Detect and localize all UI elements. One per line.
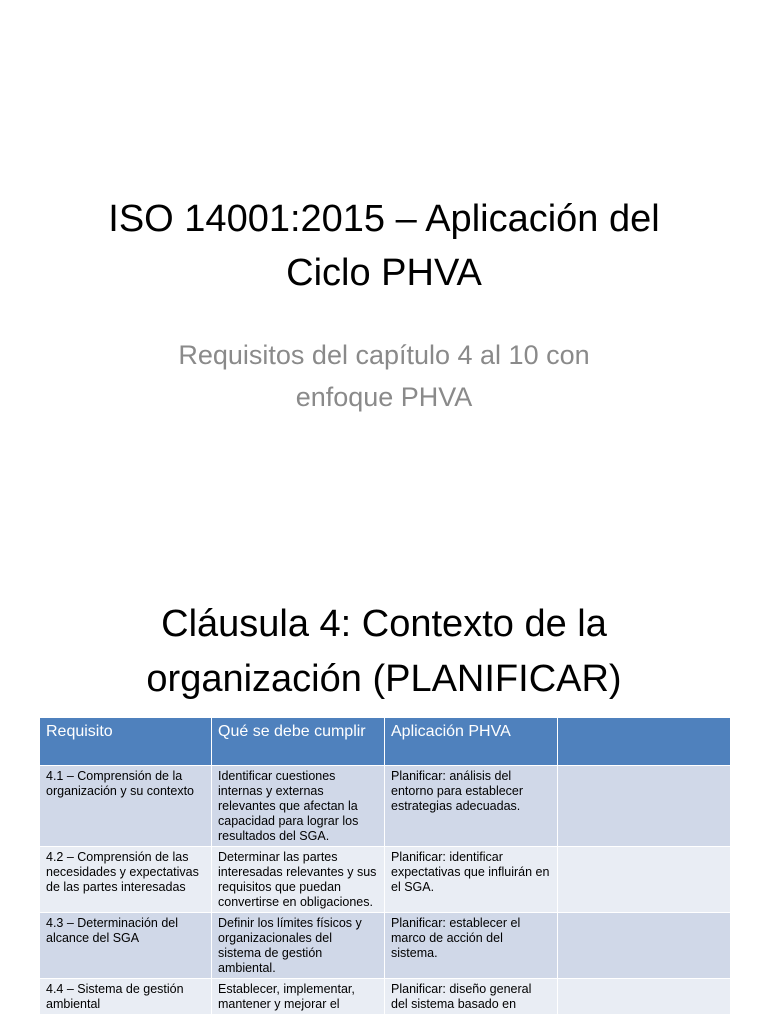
presentation-title-line-2: Ciclo PHVA	[286, 252, 482, 294]
table-row	[40, 979, 731, 1015]
cell-cumplir: Establecer, implementar, mantener y mejorar el	[212, 979, 385, 1015]
cell-phva: Planificar: establecer el marco de acción del sistema.	[385, 913, 558, 979]
presentation-subtitle	[60, 334, 708, 418]
table-header-row	[40, 718, 731, 766]
cell-extra	[558, 979, 731, 1015]
cell-requisito: 4.1 – Comprensión de la organización y su contexto	[40, 766, 212, 847]
header-que-se-debe-cumplir: Qué se debe cumplir	[212, 718, 385, 766]
cell-cumplir: Identificar cuestiones internas y externas relevantes que afectan la capacidad para lograr los resultados del SGA.	[212, 766, 385, 847]
presentation-subtitle-line-1: Requisitos del capítulo 4 al 10 con	[178, 340, 590, 370]
table-row	[40, 766, 731, 847]
header-aplicacion-phva: Aplicación PHVA	[385, 718, 558, 766]
slide-title	[40, 597, 728, 707]
table-row	[40, 847, 731, 913]
header-requisito: Requisito	[40, 718, 212, 766]
presentation-title-line-1: ISO 14001:2015 – Aplicación del	[108, 198, 660, 240]
table-row	[40, 913, 731, 979]
cell-requisito: 4.4 – Sistema de gestión ambiental	[40, 979, 212, 1015]
cell-cumplir: Determinar las partes interesadas relevantes y sus requisitos que puedan convertirse en obligaciones.	[212, 847, 385, 913]
slide-title-line-1: Cláusula 4: Contexto de la	[161, 603, 607, 645]
cell-extra	[558, 766, 731, 847]
cell-phva: Planificar: identificar expectativas que influirán en el SGA.	[385, 847, 558, 913]
cell-requisito: 4.3 – Determinación del alcance del SGA	[40, 913, 212, 979]
requirements-table	[39, 717, 731, 1015]
cell-phva: Planificar: diseño general del sistema basado en	[385, 979, 558, 1015]
cell-extra	[558, 913, 731, 979]
cell-cumplir: Definir los límites físicos y organizacionales del sistema de gestión ambiental.	[212, 913, 385, 979]
slide-title-line-2: organización (PLANIFICAR)	[146, 658, 622, 700]
presentation-title	[40, 192, 728, 300]
presentation-subtitle-line-2: enfoque PHVA	[295, 382, 473, 412]
cell-extra	[558, 847, 731, 913]
cell-requisito: 4.2 – Comprensión de las necesidades y expectativas de las partes interesadas	[40, 847, 212, 913]
cell-phva: Planificar: análisis del entorno para establecer estrategias adecuadas.	[385, 766, 558, 847]
header-empty	[558, 718, 731, 766]
